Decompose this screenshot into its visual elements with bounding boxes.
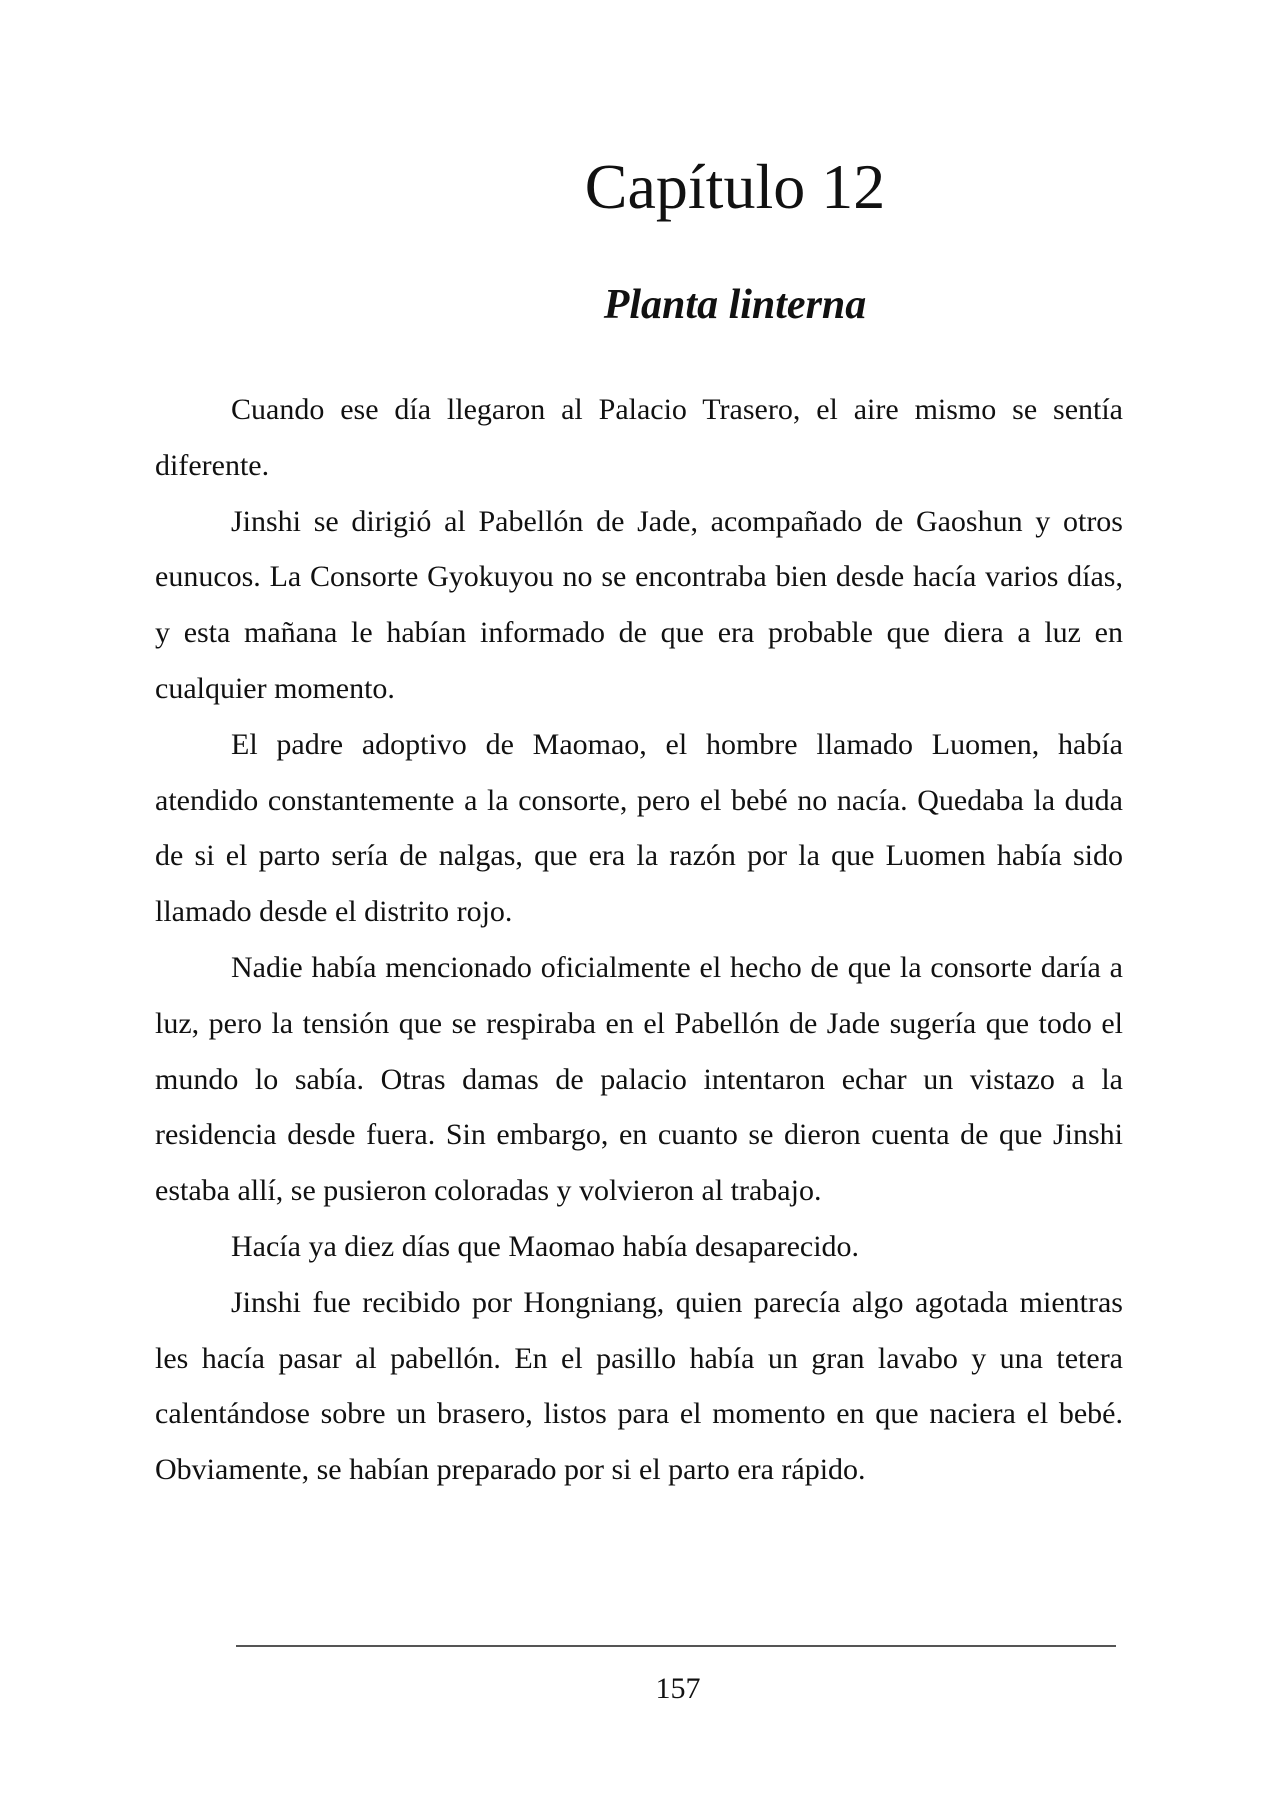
paragraph: Jinshi se dirigió al Pabellón de Jade, acompañado de Gaoshun y otros eunucos. La Consorte Gyokuyou no se encontraba bien desde hacía varios días, y esta mañana le habían informado de que era probable que diera a luz en cualquier momento. — [155, 504, 1123, 705]
chapter-title: Capítulo 12 — [584, 151, 886, 222]
paragraph: El padre adoptivo de Maomao, el hombre llamado Luomen, había atendido constantemente a la consorte, pero el bebé no nacía. Quedaba la duda de si el parto sería de nalgas, que era la razón por la que Luomen había sido llamado desde el distrito rojo. — [155, 727, 1123, 929]
paragraph: Cuando ese día llegaron al Palacio Trasero, el aire mismo se sentía diferente. — [155, 393, 1123, 482]
paragraph: Jinshi fue recibido por Hongniang, quien parecía algo agotada mientras les hacía pasar al pabellón. En el pasillo había un gran lavabo y una tetera calentándose sobre un brasero, listos para el momento en que naciera el bebé. Obviamente, se habían preparado por si el parto era rápido. — [155, 1285, 1123, 1487]
paragraph: Nadie había mencionado oficialmente el hecho de que la consorte daría a luz, pero la tensión que se respiraba en el Pabellón de Jade sugería que todo el mundo lo sabía. Otras damas de palacio intentaron echar un vistazo a la residencia desde fuera. Sin embargo, en cuanto se dieron cuenta de que Jinshi estaba allí, se pusieron coloradas y volvieron al trabajo. — [155, 950, 1123, 1208]
chapter-subtitle: Planta linterna — [603, 282, 867, 328]
paragraph: Hacía ya diez días que Maomao había desaparecido. — [231, 1229, 860, 1263]
footer-divider — [236, 1645, 1116, 1647]
chapter-body — [155, 382, 1123, 1498]
page-number: 157 — [655, 1672, 701, 1705]
